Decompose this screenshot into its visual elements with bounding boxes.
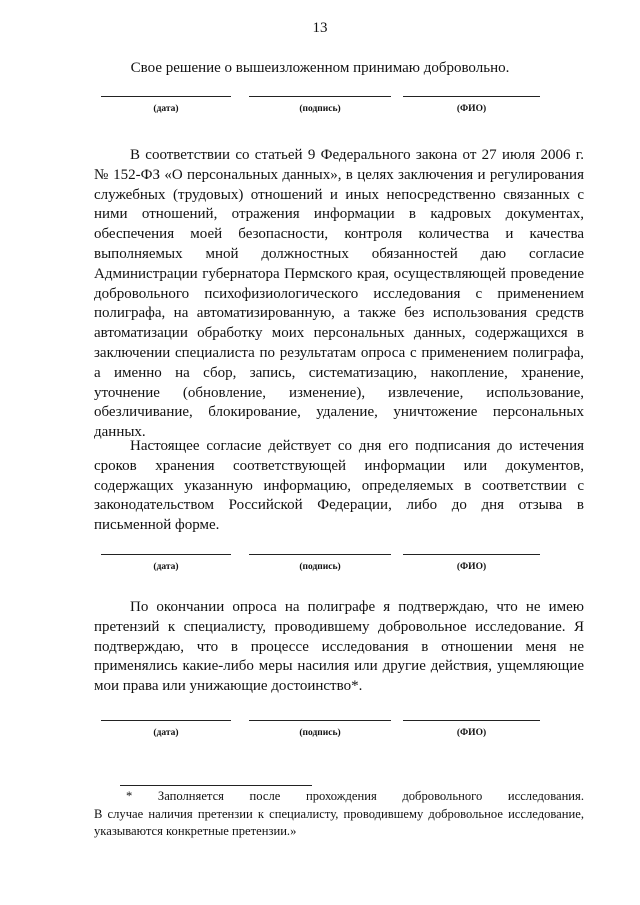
name-line: [403, 554, 540, 555]
signature-line: [249, 554, 391, 555]
name-line: [403, 720, 540, 721]
signature-line: [249, 720, 391, 721]
signature-block-2: [101, 554, 541, 584]
no-claims-paragraph: По окончании опроса на полиграфе я подтверждаю, что не имею претензий к специалисту, проводившему добровольное исследование. Я подтверждаю, что в процессе исследования в отношении меня не применялись какие-либо меры насилия или другие действия, ущемляющие мои права или унижающие достоинство*.: [94, 599, 584, 695]
footnote: [94, 788, 584, 841]
personal-data-consent-paragraph: В соответствии со статьей 9 Федерального закона от 27 июля 2006 г. № 152-ФЗ «О персональных данных», в целях заключения и регулирования служебных (трудовых) отношений и иных непосредственно связанных с ними отношений, отражения информации в кадровых документах, обеспечения моей безопасности, контроля количества и качества выполняемых мной должностных обязанностей даю согласие Администрации губернатора Пермского края, осуществляющей проведение добровольного психофизиологического исследования с применением полиграфа, на автоматизированную, а также без использования средств автоматизации обработку моих персональных данных, содержащихся в заключении специалиста по результатам опроса с применением полиграфа, а именно на сбор, запись, систематизацию, накопление, хранение, уточнение (обновление, изменение), извлечение, использование, обезличивание, блокирование, удаление, уничтожение персональных данных.: [94, 147, 584, 441]
page-number: 13: [312, 20, 328, 36]
date-label: (дата): [153, 562, 179, 572]
signature-label: (подпись): [299, 728, 341, 738]
voluntary-decision-statement: Свое решение о вышеизложенном принимаю добровольно.: [130, 60, 510, 76]
signature-block-1: [101, 96, 541, 126]
signature-line: [249, 96, 391, 97]
date-line: [101, 96, 231, 97]
signature-block-3: [101, 720, 541, 750]
footnote-separator: [120, 785, 312, 786]
name-line: [403, 96, 540, 97]
signature-label: (подпись): [299, 562, 341, 572]
date-line: [101, 554, 231, 555]
date-label: (дата): [153, 728, 179, 738]
name-label: (ФИО): [456, 104, 487, 114]
consent-validity-paragraph: Настоящее согласие действует со дня его подписания до истечения сроков хранения соответствующей информации или документов, содержащих указанную информацию, определяемых в соответствии с законодательством Российской Федерации, либо до дня отзыва в письменной форме.: [94, 438, 584, 534]
date-line: [101, 720, 231, 721]
date-label: (дата): [153, 104, 179, 114]
name-label: (ФИО): [456, 728, 487, 738]
name-label: (ФИО): [456, 562, 487, 572]
footnote-line-2: В случае наличия претензии к специалисту, проводившему добровольное исследование, указываются конкретные претензии.»: [94, 806, 584, 839]
footnote-line-1: * Заполняется после прохождения добровольного исследования.: [126, 789, 584, 803]
signature-label: (подпись): [299, 104, 341, 114]
